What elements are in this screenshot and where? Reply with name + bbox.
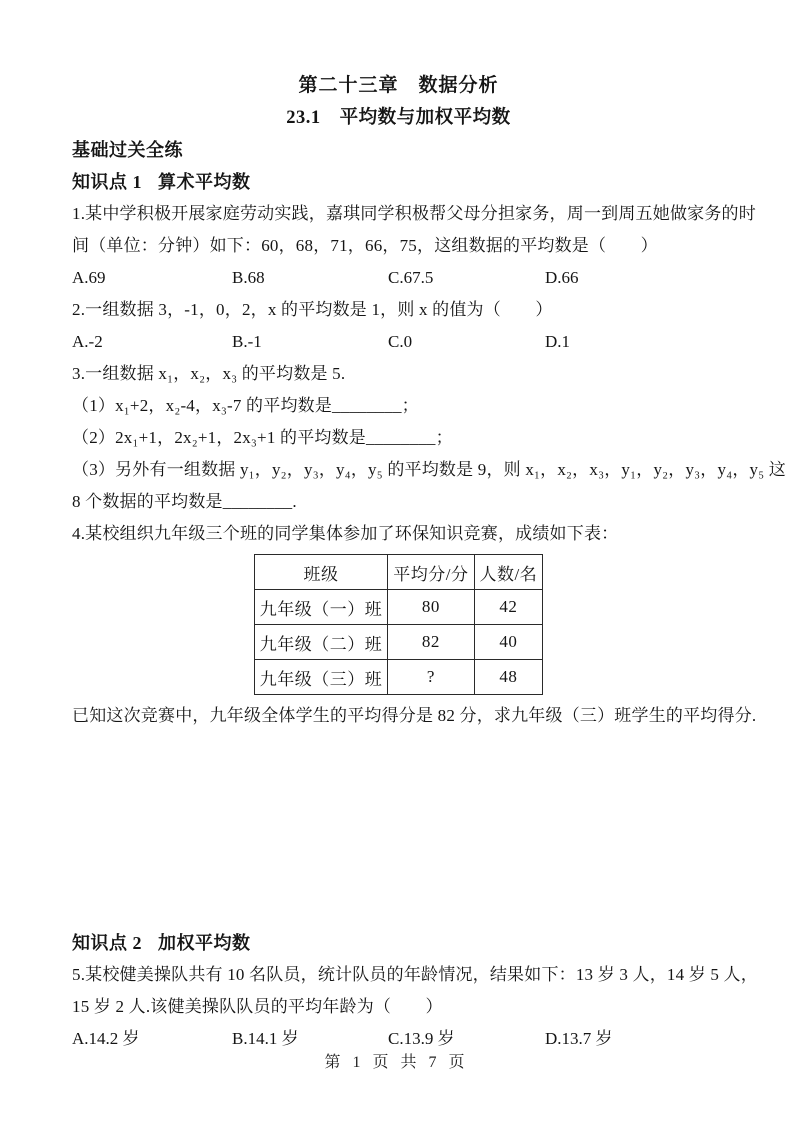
table-cell-average: 82 bbox=[388, 625, 474, 660]
table-cell-average: ? bbox=[388, 660, 474, 695]
table-row bbox=[254, 590, 542, 625]
question-4-line-2: 已知这次竞赛中，九年级全体学生的平均得分是 82 分，求九年级（三）班学生的平均得分. bbox=[72, 706, 757, 725]
question-1-options bbox=[72, 262, 725, 294]
table-row bbox=[254, 660, 542, 695]
q1-option-c: C.67.5 bbox=[388, 268, 434, 287]
knowledge-point-2-heading bbox=[72, 927, 725, 959]
table-cell-count: 42 bbox=[474, 590, 543, 625]
table-header-average: 平均分/分 bbox=[388, 555, 474, 590]
table-cell-average: 80 bbox=[388, 590, 474, 625]
q2-option-c: C.0 bbox=[388, 332, 413, 351]
question-2-options bbox=[72, 326, 725, 358]
question-3-part-3-line-1: （3）另外有一组数据 y₁，y₂，y₃，y₄，y₅ 的平均数是 9，则 x₁，x₂，x₃，y₁，y₂，y₃，y₄，y₅ 这 bbox=[72, 460, 786, 479]
knowledge-point-1-heading bbox=[72, 166, 725, 198]
question-3-line-1: 3.一组数据 x₁，x₂，x₃ 的平均数是 5. bbox=[72, 364, 346, 383]
question-5-line-1: 5.某校健美操队共有 10 名队员，统计队员的年龄情况，结果如下：13 岁 3 人，14 岁 5 人， bbox=[72, 965, 758, 984]
kp2-label: 知识点 2 bbox=[72, 933, 142, 953]
table-header-class: 班级 bbox=[254, 555, 388, 590]
q2-option-d: D.1 bbox=[545, 332, 571, 351]
table-row bbox=[254, 625, 542, 660]
kp2-title: 加权平均数 bbox=[158, 933, 251, 953]
document-body bbox=[72, 70, 786, 1055]
question-1-line-2: 间（单位：分钟）如下：60，68，71，66，75，这组数据的平均数是（ ） bbox=[72, 236, 658, 255]
question-4-line-1: 4.某校组织九年级三个班的同学集体参加了环保知识竞赛，成绩如下表： bbox=[72, 524, 619, 543]
section-title: 23.1 平均数与加权平均数 bbox=[286, 108, 511, 128]
q5-option-c: C.13.9 岁 bbox=[388, 1029, 455, 1048]
q5-option-d: D.13.7 岁 bbox=[545, 1029, 613, 1048]
table-cell-class: 九年级（三）班 bbox=[254, 660, 388, 695]
table-cell-count: 48 bbox=[474, 660, 543, 695]
question-1-line-1: 1.某中学积极开展家庭劳动实践，嘉琪同学积极帮父母分担家务，周一到周五她做家务的时 bbox=[72, 204, 756, 223]
scores-table-head bbox=[254, 555, 542, 590]
chapter-title: 第二十三章 数据分析 bbox=[298, 75, 499, 96]
q5-option-b: B.14.1 岁 bbox=[232, 1029, 299, 1048]
scores-table-body bbox=[254, 590, 542, 695]
answer-space bbox=[72, 732, 725, 927]
practice-heading: 基础过关全练 bbox=[72, 140, 183, 160]
page-footer: 第 1 页 共 7 页 bbox=[324, 1054, 469, 1071]
table-header-row bbox=[254, 555, 542, 590]
q2-option-b: B.-1 bbox=[232, 332, 262, 351]
q2-option-a: A.-2 bbox=[72, 332, 103, 351]
kp1-title: 算术平均数 bbox=[158, 172, 251, 192]
table-cell-count: 40 bbox=[474, 625, 543, 660]
question-3-part-1: （1）x₁+2，x₂-4，x₃-7 的平均数是________； bbox=[72, 396, 419, 415]
q5-option-a: A.14.2 岁 bbox=[72, 1029, 140, 1048]
question-3-part-3-line-2: 8 个数据的平均数是________. bbox=[72, 492, 297, 511]
table-cell-class: 九年级（二）班 bbox=[254, 625, 388, 660]
question-2-line-1: 2.一组数据 3，-1，0，2，x 的平均数是 1，则 x 的值为（ ） bbox=[72, 300, 553, 319]
question-5-line-2: 15 岁 2 人.该健美操队队员的平均年龄为（ ） bbox=[72, 997, 443, 1016]
table-header-count: 人数/名 bbox=[474, 555, 543, 590]
q1-option-a: A.69 bbox=[72, 268, 106, 287]
q1-option-b: B.68 bbox=[232, 268, 265, 287]
kp1-label: 知识点 1 bbox=[72, 172, 142, 192]
q1-option-d: D.66 bbox=[545, 268, 579, 287]
scores-table bbox=[254, 554, 543, 695]
question-3-part-2: （2）2x₁+1，2x₂+1，2x₃+1 的平均数是________； bbox=[72, 428, 453, 447]
table-cell-class: 九年级（一）班 bbox=[254, 590, 388, 625]
